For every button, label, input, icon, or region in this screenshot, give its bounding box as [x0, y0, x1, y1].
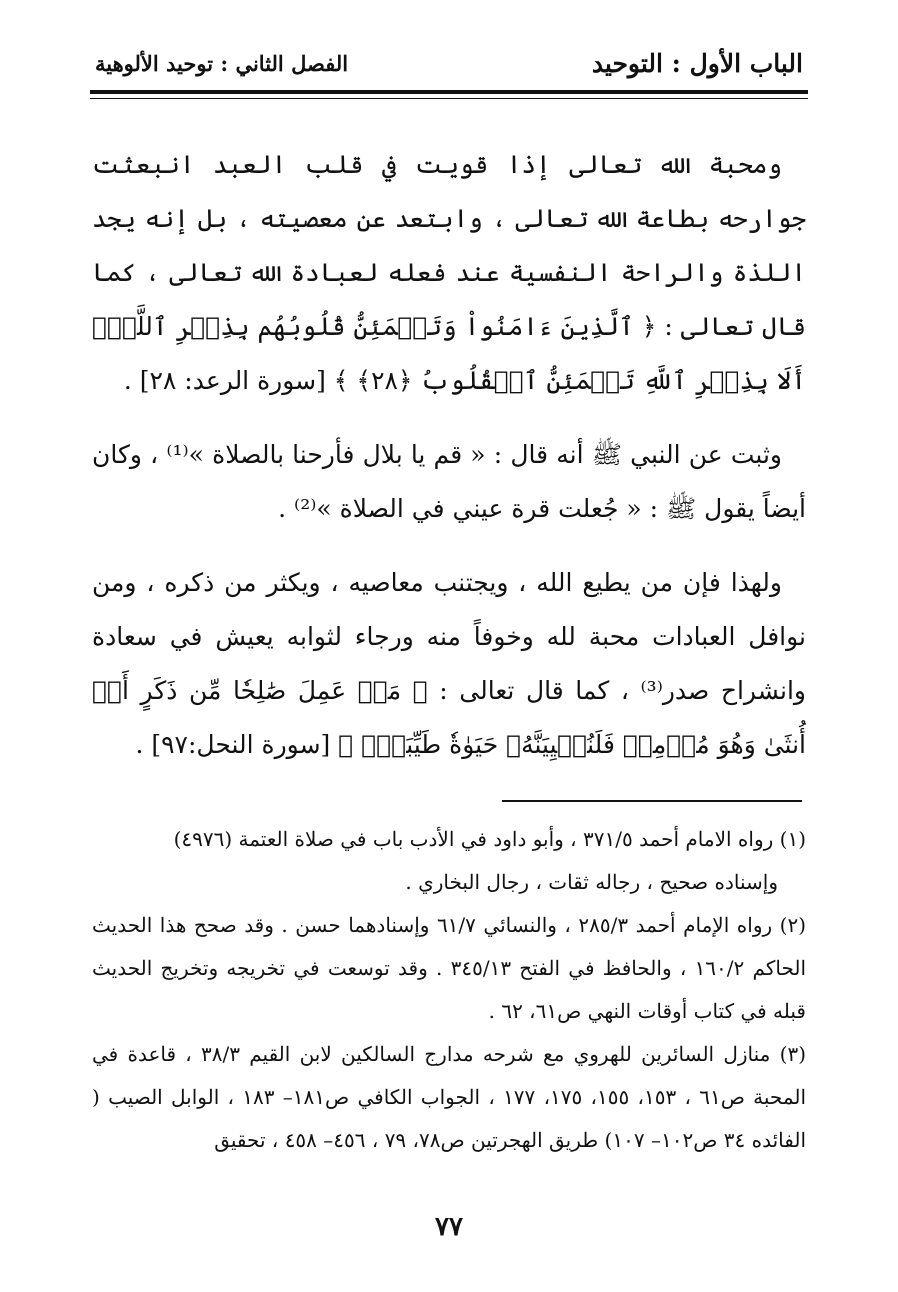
header-rule-thick	[90, 90, 808, 94]
paragraph-love-of-allah: ومحبة الله تعالى إذا قويت في قلب العبد انبعثت جوارحه بطاعة الله تعالى ، وابتعد عن معصيته ، بل إنه يجد اللذة والراحة النفسية عند فعله لعبادة الله تعالى ، كما قال تعالى : ﴿ ٱلَّذِينَ ءَامَنُواْ وَتَطۡمَئِنُّ قُلُوبُهُم بِذِكۡرِ ٱللَّهِۗ أَلَا بِذِكۡرِ ٱللَّهِ تَطۡمَئِنُّ ٱلۡقُلُوبُ ﴿٢٨﴾ ﴾ [سورة الرعد: ٢٨] .	[92, 150, 806, 395]
main-text	[92, 138, 806, 792]
paragraph-prophet-prayer: وثبت عن النبي ﷺ أنه قال : « قم يا بلال فأرحنا بالصلاة »⁽¹⁾ ، وكان أيضاً يقول ﷺ : « جُعلت قرة عيني في الصلاة »⁽²⁾ .	[92, 440, 806, 523]
footnote-2: (٢) رواه الإمام أحمد ٢٨٥/٣ ، والنسائي ٦١/٧ وإسنادهما حسن . وقد صحح هذا الحديث الحاكم ١٦٠/٢ ، والحافظ في الفتح ٣٤٥/١٣ . وقد توسعت في تخريجه وتخريج الحديث قبله في كتاب أوقات النهي ص٦١، ٦٢ .	[92, 913, 807, 1023]
header-rule-thin	[90, 98, 808, 99]
footnote-3: (٣) منازل السائرين للهروي مع شرحه مدارج السالكين لابن القيم ٣٨/٣ ، قاعدة في المحبة ص٦١ ، ١٥٣، ١٥٥، ١٧٥، ١٧٧ ، الجواب الكافي ص١٨١– ١٨٣ ، الوابل الصيب ( الفائده ٣٤ ص١٠٢– ١٠٧) طريق الهجرتين ص٧٨، ٧٩ ، ٤٥٦– ٤٥٨ ، تحقيق	[92, 1042, 807, 1152]
chapter-title: الباب الأول : التوحيد	[591, 48, 803, 78]
page-number: ٧٧	[435, 1212, 463, 1242]
paragraph-good-life: ولهذا فإن من يطيع الله ، ويجتنب معاصيه ، ويكثر من ذكره ، ومن نوافل العبادات محبة لله وخوفاً منه ورجاء لثوابه يعيش في سعادة وانشراح صدر⁽³⁾ ، كما قال تعالى : ﴿ مَنۡ عَمِلَ صَٰلِحٗا مِّن ذَكَرٍ أَوۡ أُنثَىٰ وَهُوَ مُؤۡمِنٞ فَلَنُحۡيِيَنَّهُۥ حَيَوٰةٗ طَيِّبَةٗۖ ﴾ [سورة النحل:٩٧] .	[92, 568, 806, 759]
footnote-separator	[502, 800, 802, 802]
running-header	[95, 38, 803, 88]
section-title: الفصل الثاني : توحيد الألوهية	[95, 50, 349, 76]
footnote-1: (١) رواه الامام أحمد ٣٧١/٥ ، وأبو داود في الأدب باب في صلاة العتمة (٤٩٧٦)	[173, 827, 806, 851]
footnotes	[92, 818, 806, 1162]
footnote-1-continuation: وإسناده صحيح ، رجاله ثقات ، رجال البخاري .	[405, 870, 778, 894]
